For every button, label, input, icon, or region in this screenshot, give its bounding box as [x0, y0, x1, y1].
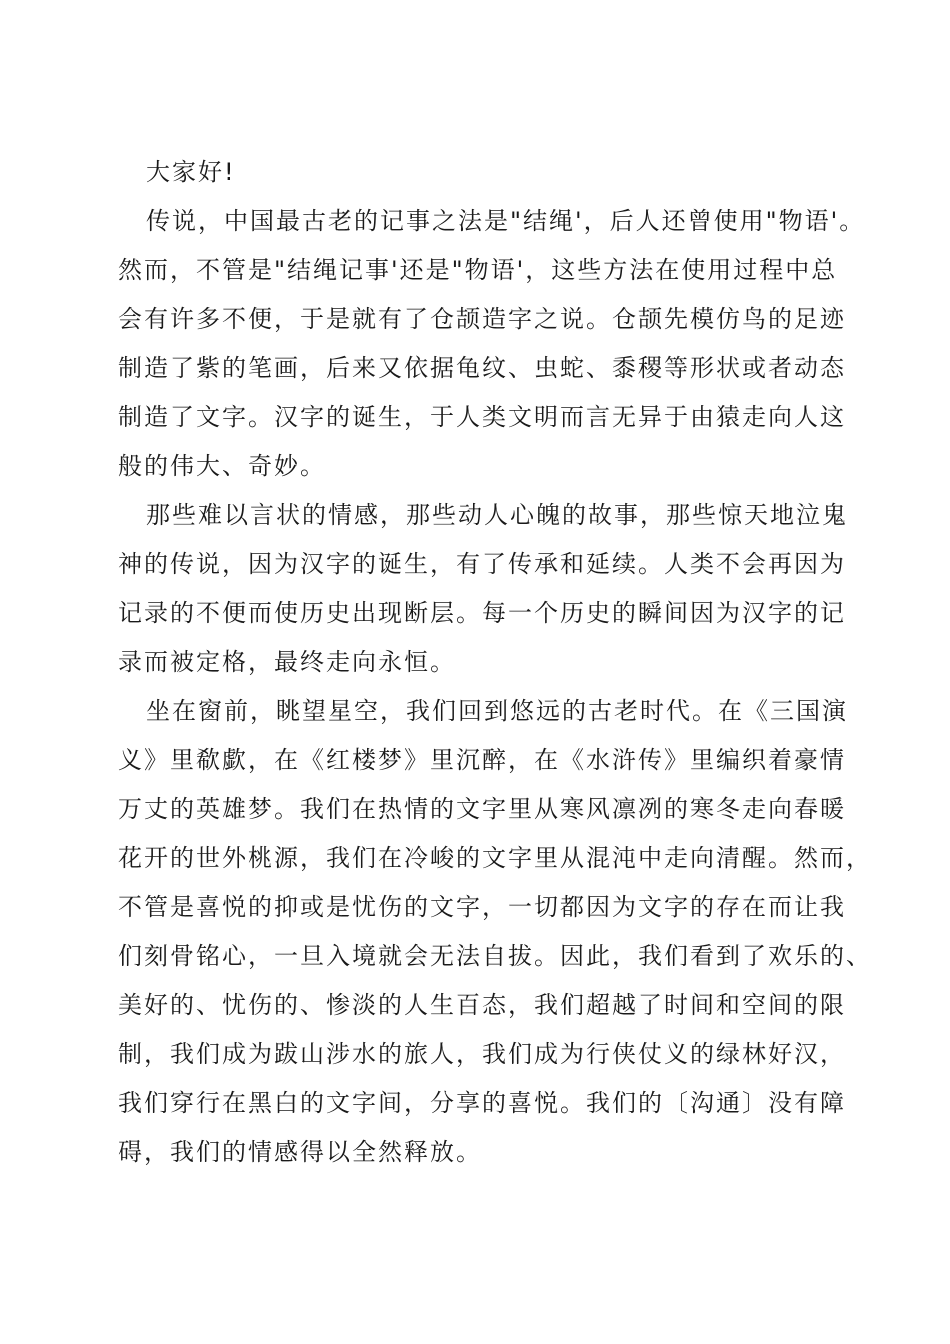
paragraph-3-line-1: 坐在窗前，眺望星空，我们回到悠远的古老时代。在《三国演	[146, 697, 848, 725]
greeting-line: 大家好!	[146, 158, 236, 186]
paragraph-1-line-6: 般的伟大、奇妙。	[118, 452, 326, 480]
paragraph-2-line-2: 神的传说，因为汉字的诞生，有了传承和延续。人类不会再因为	[118, 550, 846, 578]
paragraph-3-line-10: 碍，我们的情感得以全然释放。	[118, 1138, 482, 1166]
paragraph-1-line-2: 然而，不管是"结绳记事'还是"物语'，这些方法在使用过程中总	[118, 256, 838, 284]
paragraph-3-line-9: 我们穿行在黑白的文字间，分享的喜悦。我们的〔沟通〕没有障	[118, 1089, 846, 1117]
paragraph-1-line-3: 会有许多不便，于是就有了仓颉造字之说。仓颉先模仿鸟的足迹	[118, 305, 846, 333]
paragraph-1-line-1: 传说，中国最古老的记事之法是"结绳'，后人还曾使用"物语'。	[146, 207, 866, 235]
paragraph-1-line-5: 制造了文字。汉字的诞生，于人类文明而言无异于由猿走向人这	[118, 403, 846, 431]
paragraph-2-line-1: 那些难以言状的情感，那些动人心魄的故事，那些惊天地泣鬼	[146, 501, 848, 529]
paragraph-3-line-6: 们刻骨铭心，一旦入境就会无法自拔。因此，我们看到了欢乐的、	[118, 942, 872, 970]
document-body	[118, 148, 872, 1177]
paragraph-3-line-2: 义》里欷歔，在《红楼梦》里沉醉，在《水浒传》里编织着豪情	[118, 746, 846, 774]
paragraph-3-line-3: 万丈的英雄梦。我们在热情的文字里从寒风凛冽的寒冬走向春暖	[118, 795, 846, 823]
paragraph-3-line-4: 花开的世外桃源，我们在冷峻的文字里从混沌中走向清醒。然而，	[118, 844, 872, 872]
paragraph-3-line-5: 不管是喜悦的抑或是忧伤的文字，一切都因为文字的存在而让我	[118, 893, 846, 921]
paragraph-2-line-3: 记录的不便而使历史出现断层。每一个历史的瞬间因为汉字的记	[118, 599, 846, 627]
paragraph-3-line-7: 美好的、忧伤的、惨淡的人生百态，我们超越了时间和空间的限	[118, 991, 846, 1019]
paragraph-1-line-4: 制造了紫的笔画，后来又依据龟纹、虫蛇、黍稷等形状或者动态	[118, 354, 846, 382]
paragraph-2-line-4: 录而被定格，最终走向永恒。	[118, 648, 456, 676]
paragraph-3-line-8: 制，我们成为跋山涉水的旅人，我们成为行侠仗义的绿林好汉，	[118, 1040, 846, 1068]
